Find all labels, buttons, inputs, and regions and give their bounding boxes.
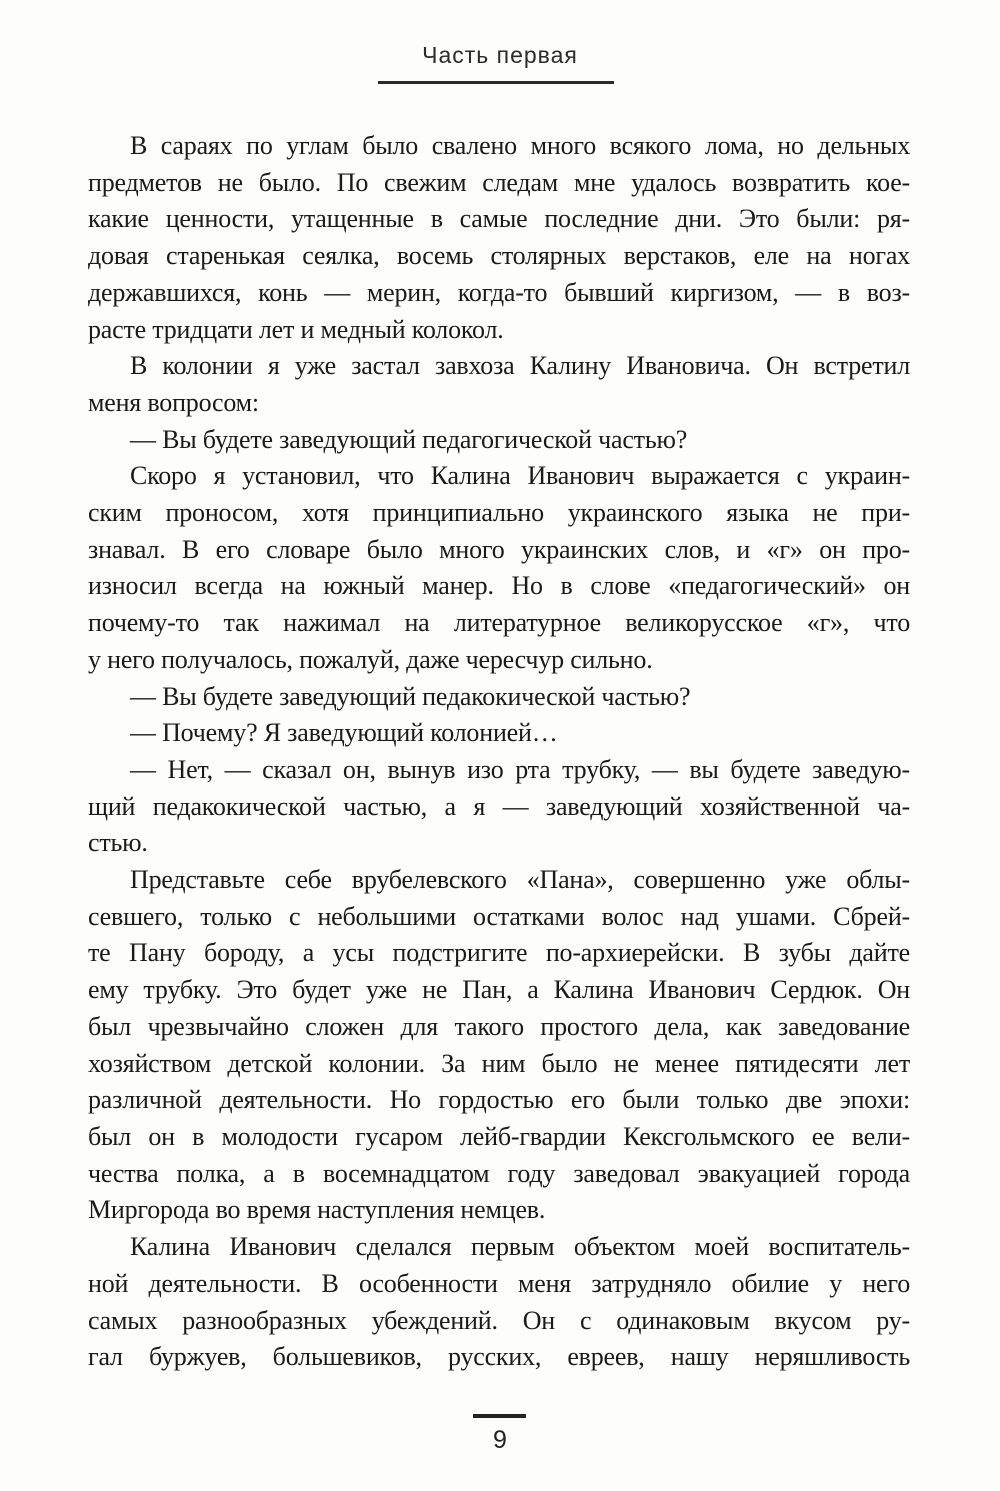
- text-line: довая старенькая сеялка, восемь столярных верстаков, еле на ногах: [88, 241, 910, 271]
- paragraph: [88, 422, 910, 459]
- text-line: державшихся, конь — мерин, когда-то бывший киргизом, — в воз-: [88, 277, 910, 307]
- page-text: [88, 128, 910, 1376]
- text-line: чества полка, а в восемнадцатом году заведовал эвакуацией города: [88, 1158, 910, 1188]
- paragraph: [88, 348, 910, 421]
- text-line: был он в молодости гусаром лейб-гвардии Кексгольмского ее вели-: [88, 1121, 910, 1151]
- text-line: различной деятельности. Но гордостью его были только две эпохи:: [88, 1085, 910, 1115]
- paragraph: [88, 1229, 910, 1376]
- footer-rule: [473, 1414, 526, 1418]
- text-line: — Вы будете заведующий педагогической частью?: [130, 424, 688, 454]
- paragraph: [88, 715, 910, 752]
- text-line: ским проносом, хотя принципиально украинского языка не при-: [88, 498, 910, 528]
- text-line: щий педакокической частью, а я — заведующий хозяйственной ча-: [88, 791, 910, 821]
- text-line: те Пану бороду, а усы подстригите по-архиерейски. В зубы дайте: [88, 938, 910, 968]
- paragraph: [88, 679, 910, 716]
- page-number: 9: [493, 1426, 507, 1454]
- text-line: ему трубку. Это будет уже не Пан, а Калина Иванович Сердюк. Он: [88, 975, 910, 1005]
- text-line: севшего, только с небольшими остатками волос над ушами. Сбрей-: [88, 901, 910, 931]
- text-line: В сараях по углам было свалено много всякого лома, но дельных: [130, 131, 910, 160]
- paragraph: [88, 458, 910, 678]
- text-line: Миргорода во время наступления немцев.: [88, 1195, 546, 1225]
- text-line: почему-то так нажимал на литературное великорусское «г», что: [88, 608, 910, 638]
- text-line: Представьте себе врубелевского «Пана», совершенно уже облы-: [130, 865, 910, 895]
- chapter-title-rule: [378, 81, 614, 84]
- text-line: износил всегда на южный манер. Но в слове «педагогический» он: [88, 571, 910, 601]
- text-line: хозяйством детской колонии. За ним было не менее пятидесяти лет: [88, 1048, 910, 1078]
- text-line: — Вы будете заведующий педакокической частью?: [130, 681, 691, 711]
- text-line: был чрезвычайно сложен для такого простого дела, как заведование: [88, 1011, 910, 1041]
- text-line: какие ценности, утащенные в самые последние дни. Это были: ря-: [88, 204, 910, 234]
- text-line: В колонии я уже застал завхоза Калину Ивановича. Он встретил: [130, 351, 910, 381]
- chapter-title: Часть первая: [422, 42, 578, 68]
- paragraph: [88, 752, 910, 862]
- paragraph: [88, 128, 910, 348]
- text-line: предметов не было. По свежим следам мне удалось возвратить кое-: [88, 167, 910, 197]
- text-line: стью.: [88, 828, 148, 858]
- text-line: расте тридцати лет и медный колокол.: [88, 314, 504, 344]
- text-line: знавал. В его словаре было много украинских слов, и «г» он про-: [88, 534, 910, 564]
- text-line: Скоро я установил, что Калина Иванович выражается с украин-: [130, 461, 910, 491]
- text-line: гал буржуев, большевиков, русских, евреев, нашу неряшливость: [88, 1342, 910, 1372]
- text-line: — Нет, — сказал он, вынув изо рта трубку, — вы будете заведую-: [130, 754, 910, 784]
- text-line: ной деятельности. В особенности меня затрудняло обилие у него: [88, 1268, 910, 1298]
- text-line: самых разнообразных убеждений. Он с одинаковым вкусом ру-: [88, 1305, 910, 1335]
- text-line: Калина Иванович сделался первым объектом моей воспитатель-: [130, 1232, 910, 1262]
- text-line: у него получалось, пожалуй, даже чересчур сильно.: [88, 644, 653, 674]
- paragraph: [88, 862, 910, 1229]
- text-line: меня вопросом:: [88, 387, 259, 417]
- text-line: — Почему? Я заведующий колонией…: [130, 718, 558, 748]
